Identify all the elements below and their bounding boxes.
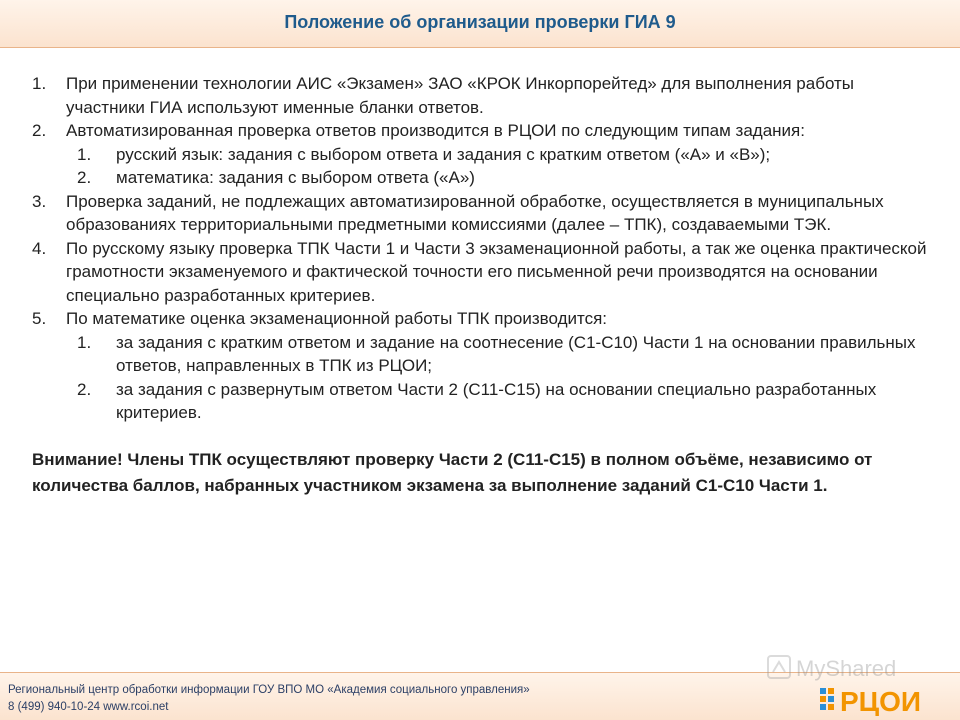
sub-list-item-number: 1. xyxy=(77,144,92,164)
list-item-5 xyxy=(32,307,932,331)
footer-organization: Региональный центр обработки информации ГОУ ВПО МО «Академия социального управления» xyxy=(8,684,530,696)
sub-list-item-5-2 xyxy=(32,378,932,425)
sub-list-item-2-2 xyxy=(32,166,932,190)
slide-content xyxy=(32,72,932,499)
watermark-text: MyShared xyxy=(796,656,897,681)
list-item-number: 1. xyxy=(32,74,47,93)
list-item-text: При применении технологии АИС «Экзамен» ЗАО «КРОК Инкорпорейтед» для выполнения работы участники ГИА используют именные бланки ответов. xyxy=(66,74,855,117)
list-item-text: Автоматизированная проверка ответов производится в РЦОИ по следующим типам задания: xyxy=(66,121,805,140)
slide-title: Положение об организации проверки ГИА 9 xyxy=(284,12,676,32)
list-item-4 xyxy=(32,237,932,308)
list-item-number: 4. xyxy=(32,238,47,258)
list-item-number: 3. xyxy=(32,191,47,211)
sub-list-item-text: русский язык: задания с выбором ответа и задания с кратким ответом («А» и «В»); xyxy=(116,144,771,164)
slide-header xyxy=(0,0,960,48)
sub-list-item-text: за задания с развернутым ответом Части 2 (С11-С15) на основании специально разработанных критериев. xyxy=(116,379,877,422)
footer-contacts: 8 (499) 940-10-24 www.rcoi.net xyxy=(8,701,169,713)
sub-list-item-text: за задания с кратким ответом и задание на соотнесение (С1-С10) Части 1 на основании правильных ответов, направленных в ТПК из РЦОИ; xyxy=(116,332,916,375)
logo-text: РЦОИ xyxy=(840,686,922,716)
list-item-1 xyxy=(32,72,932,119)
sub-list-item-text: математика: задания с выбором ответа («А») xyxy=(116,168,475,187)
rcoi-logo-icon xyxy=(818,682,958,716)
list-item-number: 5. xyxy=(32,309,47,328)
list-item-2 xyxy=(32,119,932,143)
warning-note: Внимание! Члены ТПК осуществляют проверку Части 2 (С11-С15) в полном объёме, независимо от количества баллов, набранных участником экзамена за выполнение заданий С1-С10 Части 1. xyxy=(32,449,873,495)
sub-list-item-5-1 xyxy=(32,331,932,378)
list-item-3 xyxy=(32,190,932,237)
list-item-text: По математике оценка экзаменационной работы ТПК производится: xyxy=(66,309,608,328)
sub-list-item-number: 2. xyxy=(77,379,92,399)
list-item-text: Проверка заданий, не подлежащих автоматизированной обработке, осуществляется в муниципальных образованиях территориальными предметными комиссиями (далее – ТПК), создаваемыми ТЭК. xyxy=(66,191,884,234)
sub-list-item-2-1 xyxy=(32,143,932,167)
sub-list-item-number: 1. xyxy=(77,332,92,352)
sub-list-item-number: 2. xyxy=(77,168,92,187)
list-item-text: По русскому языку проверка ТПК Части 1 и Части 3 экзаменационной работы, а так же оценка практической грамотности экзаменуемого и фактической точности его письменной речи производятся на основании специально разработанных критериев. xyxy=(66,238,927,305)
list-item-number: 2. xyxy=(32,121,47,140)
